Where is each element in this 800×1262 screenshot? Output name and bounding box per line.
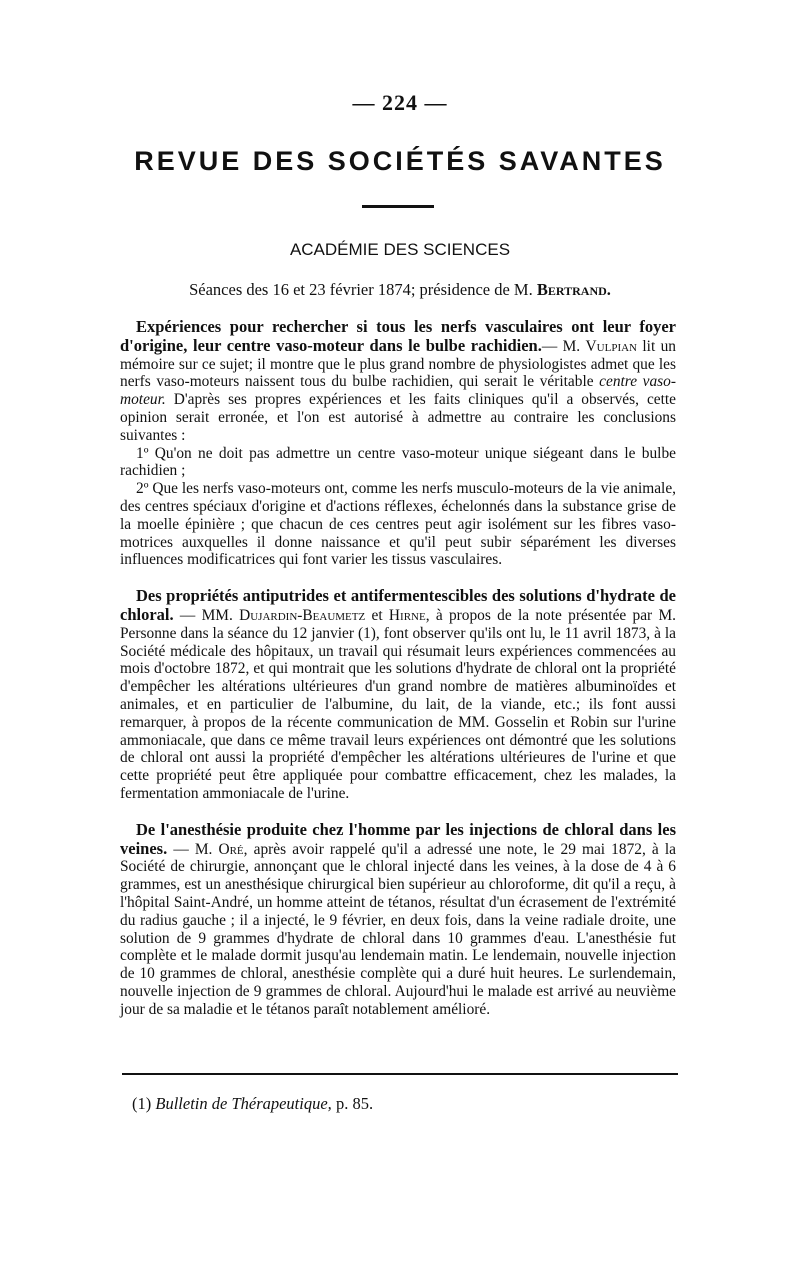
article-2-text: à propos de la note présentée par M. Personne dans la séance du 12 janvier (1), font observer qu'ils ont lu, le 11 avril 1873, à la Société médicale des hôpitaux, un travail qui résumait leurs expériences commencées au mois d'octobre 1872, et qui montrait que les solutions d'hydrate de chloral ont la propriété d'empêcher les altérations ultérieures d'un grand nombre de matières albuminoïdes et animales, et en particulier de l'albumine, du lait, de la viande, etc.; ils font aussi remarquer, à propos de la récente communication de MM. Gosselin et Robin sur l'urine ammoniacale, que dans ce même travail leurs expériences ont démontré que les solutions de chloral ont aussi la propriété d'empêcher les altérations ultérieures de l'urine et que cette propriété peut être appliquée pour combattre efficacement, chez les malades, la fermentation ammoniacale de l'urine. bbox=[120, 606, 676, 802]
article-3-author: Oré, bbox=[218, 840, 248, 858]
title-divider bbox=[362, 205, 434, 208]
sessions-line bbox=[0, 280, 800, 300]
article-3-dash: — M. bbox=[173, 840, 213, 858]
article-2-heading: Des propriétés antiputrides et antifermentescibles des solutions d'hydrate de chloral. bbox=[120, 586, 676, 624]
article-1-point-1: 1º Qu'on ne doit pas admettre un centre vaso-moteur unique siégeant dans le bulbe rachidien ; bbox=[120, 444, 676, 480]
article-2-author-2: Hirne, bbox=[388, 606, 430, 624]
sessions-text: Séances des 16 et 23 février 1874; présidence de M. bbox=[189, 280, 533, 299]
sessions-president: Bertrand. bbox=[536, 280, 611, 299]
article-2-author-1: Dujardin-Beaumetz bbox=[239, 606, 366, 624]
article-1-text-a: lit un mémoire sur ce sujet; il montre que le plus grand nombre de physiologistes admet que les nerfs vaso-moteurs naissent tous du bulbe rachidien, qui serait le véritable bbox=[120, 337, 676, 391]
page-number: — 224 — bbox=[352, 90, 448, 115]
article-1-italic: centre vaso-moteur. bbox=[120, 373, 676, 409]
article-2-and: et bbox=[371, 606, 383, 624]
article-1-author: Vulpian bbox=[585, 337, 637, 355]
article-1-heading: Expériences pour rechercher si tous les nerfs vasculaires ont leur foyer d'origine, leur centre vaso-moteur dans le bulbe rachidien. bbox=[120, 317, 676, 355]
footnote bbox=[132, 1094, 672, 1114]
footnote-marker: (1) bbox=[132, 1094, 152, 1113]
article-1-point-2: 2º Que les nerfs vaso-moteurs ont, comme les nerfs musculo-moteurs de la vie animale, des centres spéciaux d'origine et d'actions réflexes, échelonnés dans la substance grise de la moelle épinière ; que chacun de ces centres peut agir isolément sur les fibres vaso-motrices auxquelles il donne naissance et qu'il peut subir séparément les diverses influences modificatrices qui font varier les tissus vasculaires. bbox=[120, 480, 676, 569]
article-3-heading: De l'anesthésie produite chez l'homme par les injections de chloral dans les veines. bbox=[120, 819, 676, 858]
footnote-divider bbox=[122, 1073, 678, 1075]
article-body bbox=[120, 318, 676, 1018]
article-3 bbox=[120, 821, 676, 1019]
article-1-dash: — M. bbox=[541, 337, 581, 355]
article-2-dash: — MM. bbox=[179, 606, 233, 624]
article-1 bbox=[120, 318, 676, 445]
journal-section-title: REVUE DES SOCIÉTÉS SAVANTES bbox=[134, 146, 666, 176]
article-2 bbox=[120, 587, 676, 803]
article-3-text: après avoir rappelé qu'il a adressé une note, le 29 mai 1872, à la Société de chirurgie, annonçant que le chloral injecté dans les veines, à la dose de 4 à 6 grammes, est un anesthésique chirurgical bien supérieur au chloroforme, dit qu'il a reçu, à l'hôpital Saint-André, un homme atteint de tétanos, résultat d'un écrasement de l'extrémité du radius gauche ; il a injecté, le 9 février, en deux fois, dans la veine radiale droite, une solution de 9 grammes d'hydrate de chloral dans 10 grammes d'eau. L'anesthésie fut complète et le malade dormit jusqu'au lendemain matin. Le lendemain, nouvelle injection de 10 grammes de chloral, anesthésie complète qui a duré huit heures. Le surlendemain, nouvelle injection de 9 grammes de chloral. Aujourd'hui le malade est arrivé au neuvième jour de sa maladie et le tétanos paraît notablement amélioré. bbox=[120, 840, 676, 1018]
footnote-source: Bulletin de Thérapeutique, bbox=[155, 1094, 332, 1113]
footnote-page: p. 85. bbox=[335, 1094, 374, 1113]
article-1-text-b: D'après ses propres expériences et les faits cliniques qu'il a observés, cette opinion serait erronée, et l'on est autorisé à admettre au contraire les conclusions suivantes : bbox=[120, 391, 676, 444]
academy-heading: ACADÉMIE DES SCIENCES bbox=[289, 240, 511, 259]
